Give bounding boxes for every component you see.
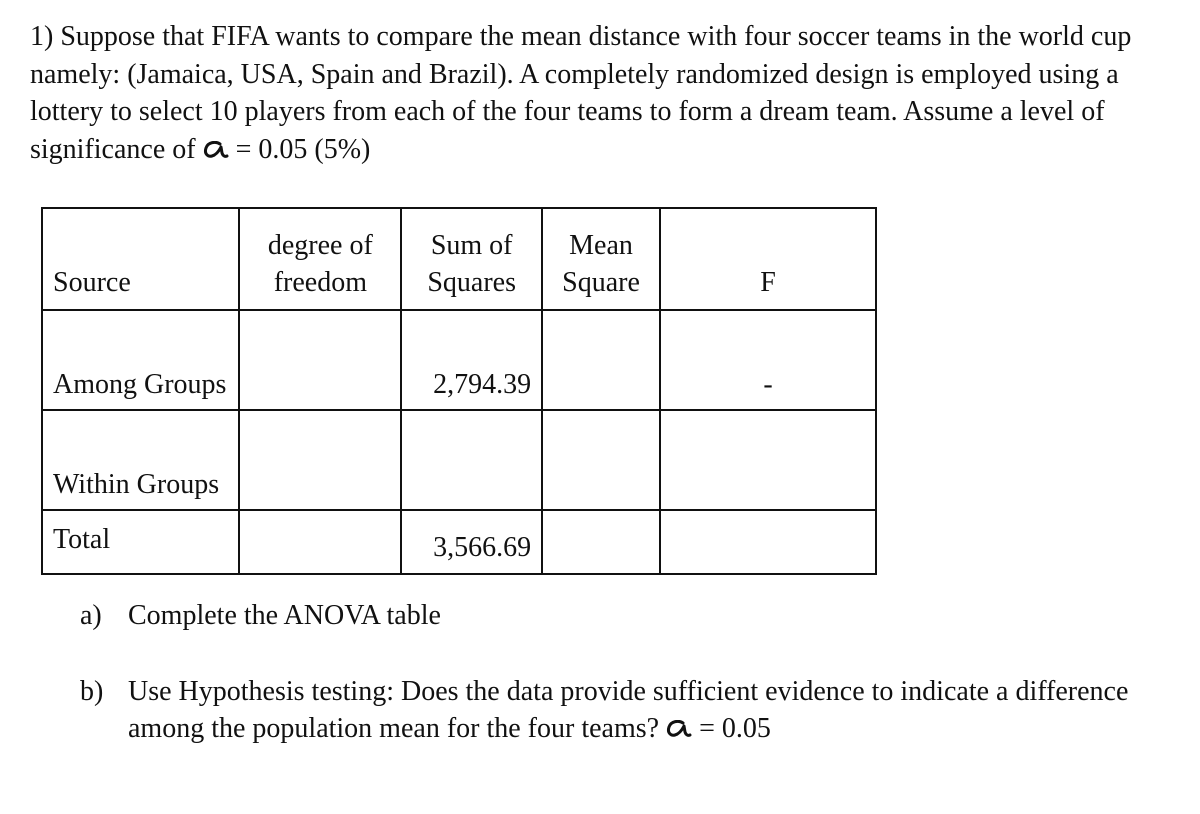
table-header-row [42, 208, 876, 310]
question-b-alpha-value: = 0.05 [692, 713, 771, 744]
cell-source: Among Groups [42, 310, 239, 410]
cell-f [660, 410, 876, 510]
cell-ss: 2,794.39 [401, 310, 542, 410]
problem-statement [30, 18, 1180, 168]
header-sum-of-squares: Sum of Squares [401, 208, 542, 310]
question-a [80, 597, 1180, 635]
cell-ss [401, 410, 542, 510]
table-row-total [42, 510, 876, 574]
cell-df [239, 510, 401, 574]
significance-level-text: = 0.05 (5%) [228, 133, 371, 165]
question-list [80, 597, 1180, 748]
cell-ms [542, 310, 660, 410]
question-b [80, 673, 1180, 748]
cell-source: Total [42, 510, 239, 574]
table-row-among-groups [42, 310, 876, 410]
table-row-within-groups [42, 410, 876, 510]
cell-f [660, 510, 876, 574]
cell-ms [542, 510, 660, 574]
anova-table [41, 207, 877, 575]
alpha-symbol-icon [666, 720, 692, 738]
header-f: F [660, 208, 876, 310]
question-a-label: a) [80, 600, 102, 631]
problem-text: 1) Suppose that FIFA wants to compare the mean distance with four soccer teams in the world cup namely: (Jamaica, USA, Spain and Brazil). A completely randomized design is employed using a lottery to select 10 players from each of the four teams to form a dream team. Assume a level of significance of [30, 21, 1132, 165]
question-a-text: Complete the ANOVA table [128, 600, 441, 631]
cell-ms [542, 410, 660, 510]
cell-ss: 3,566.69 [401, 510, 542, 574]
cell-df [239, 410, 401, 510]
question-b-label: b) [80, 675, 104, 707]
cell-f: - [660, 310, 876, 410]
question-b-text: Use Hypothesis testing: Does the data provide sufficient evidence to indicate a difference among the population mean for the four teams? [128, 675, 1129, 744]
cell-df [239, 310, 401, 410]
header-degree-of-freedom: degree of freedom [239, 208, 401, 310]
header-mean-square: Mean Square [542, 208, 660, 310]
alpha-symbol-icon [203, 141, 229, 159]
cell-source: Within Groups [42, 410, 239, 510]
header-source: Source [42, 208, 239, 310]
